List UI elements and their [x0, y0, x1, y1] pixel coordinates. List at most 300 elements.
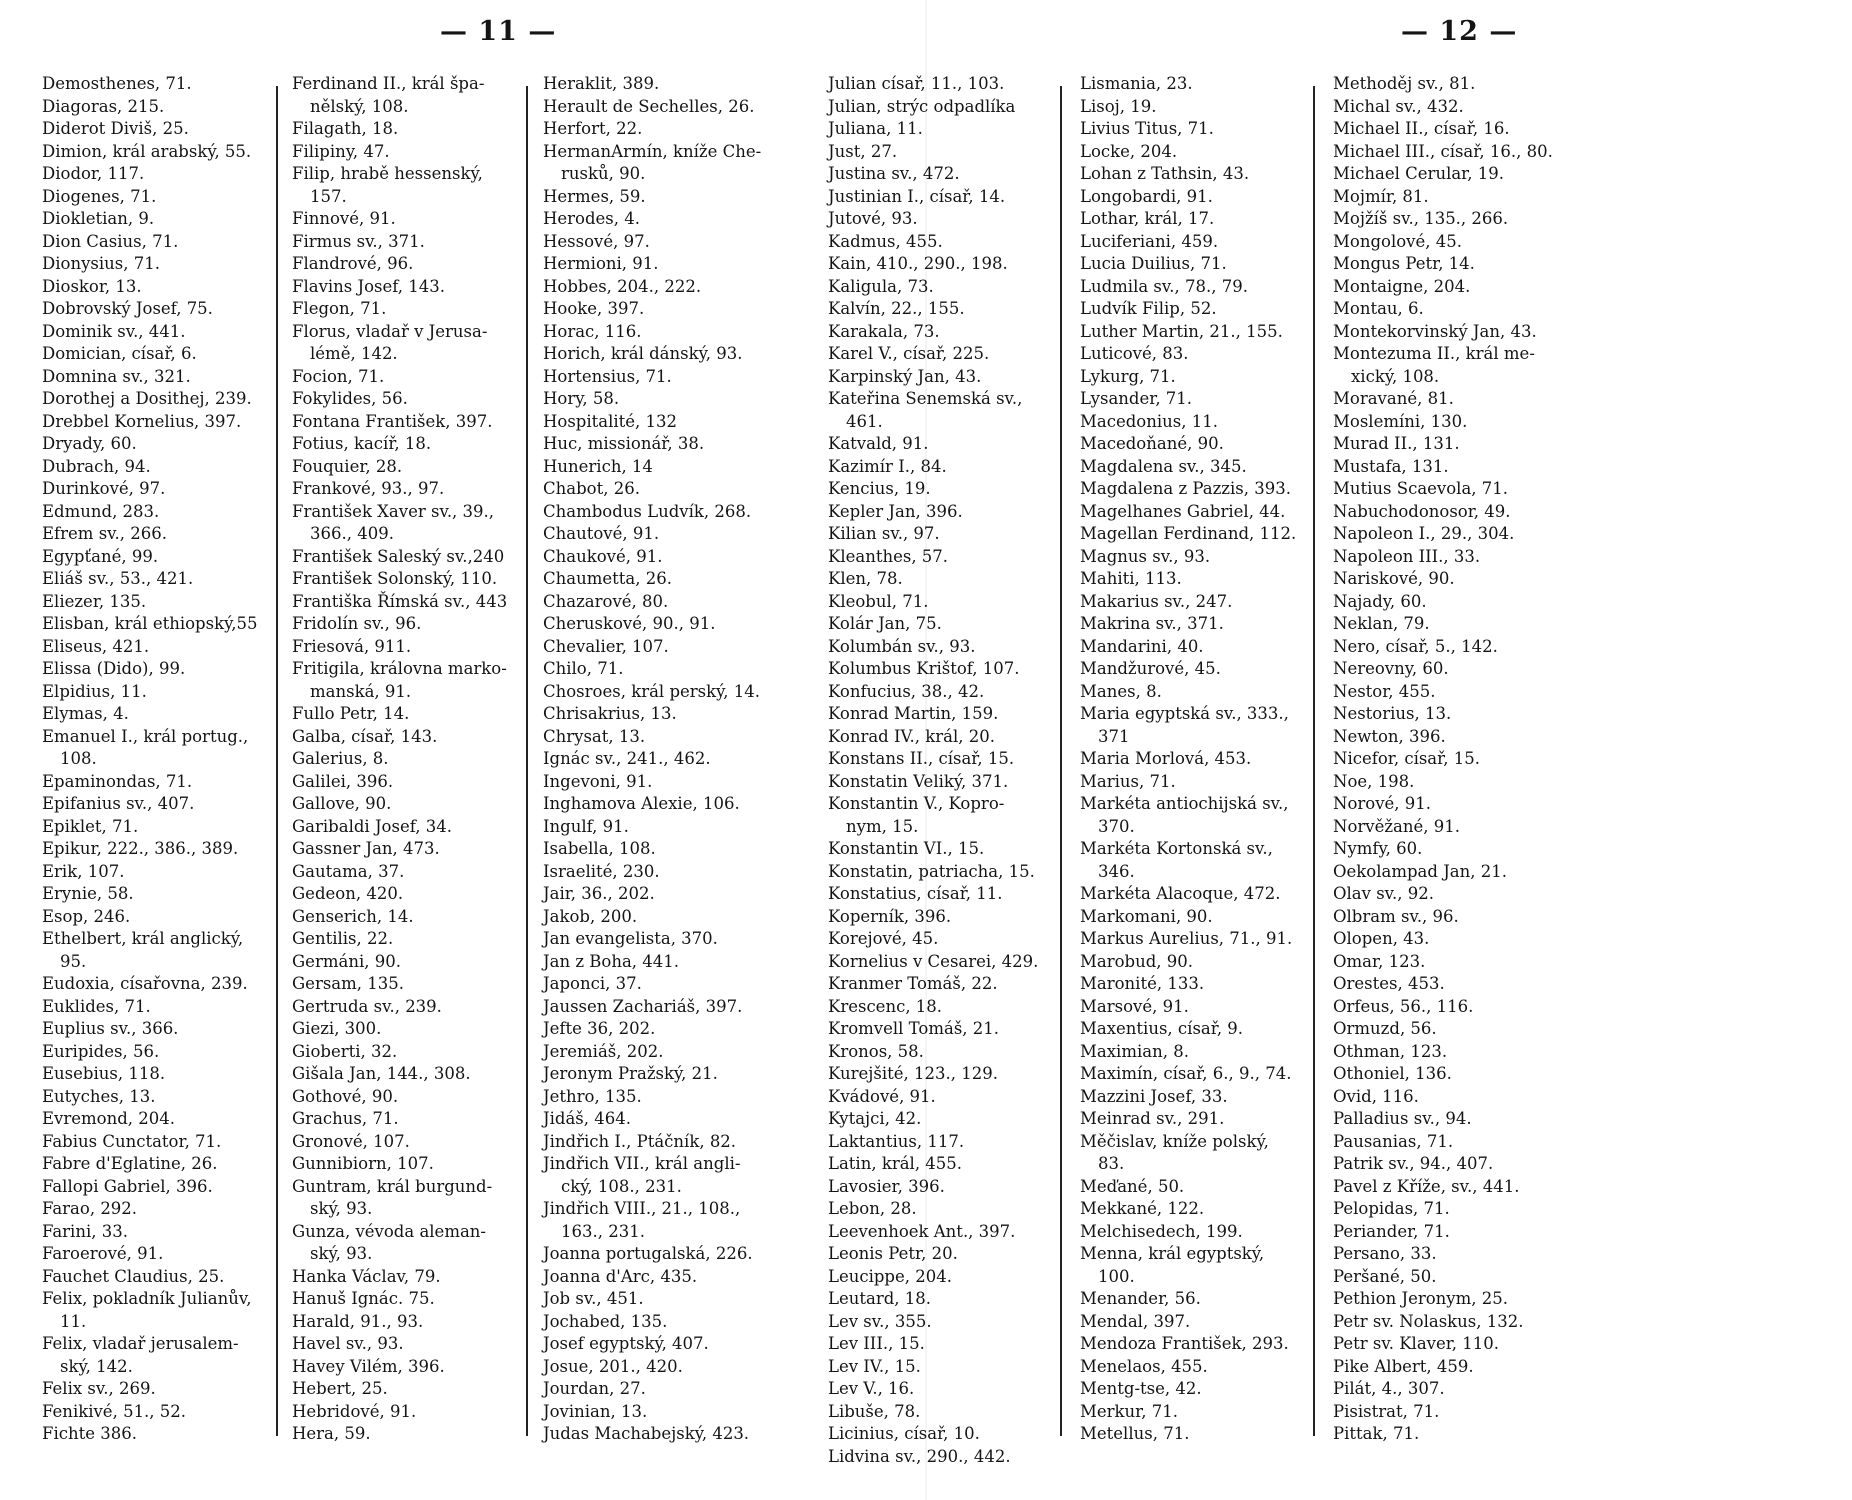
index-entry: Jeremiáš, 202. [543, 1041, 664, 1061]
index-entry: Eliezer, 135. [42, 591, 147, 611]
index-entry: Nero, císař, 5., 142. [1333, 636, 1498, 656]
entry-continuation: xický, 108. [1351, 366, 1440, 386]
index-entry: Hebert, 25. [292, 1379, 388, 1398]
index-entry: Gišala Jan, 144., 308. [292, 1064, 471, 1083]
index-entry [292, 658, 572, 703]
index-entry: Horac, 116. [543, 321, 642, 341]
column-rule [526, 86, 528, 1436]
index-entry: Hessové, 97. [543, 231, 650, 251]
index-entry: Montau, 6. [1333, 299, 1424, 318]
index-entry: Gronové, 107. [292, 1131, 410, 1151]
index-entry: Jourdan, 27. [543, 1379, 646, 1398]
index-entry: Havel sv., 93. [292, 1334, 404, 1353]
index-entry: Kepler Jan, 396. [828, 501, 963, 521]
index-entry: Hanuš Ignác. 75. [292, 1289, 435, 1308]
index-entry [828, 388, 1108, 433]
index-entry: Magelhanes Gabriel, 44. [1080, 501, 1286, 521]
index-entry: Leonis Petr, 20. [828, 1244, 958, 1263]
index-entry: Egypťané, 99. [42, 546, 159, 566]
index-entry: Kurejšité, 123., 129. [828, 1064, 998, 1083]
entry-continuation: 11. [60, 1311, 87, 1331]
index-entry: Dion Casius, 71. [42, 231, 179, 251]
index-entry [292, 1221, 572, 1266]
index-entry: Mustafa, 131. [1333, 456, 1449, 476]
entry-continuation: 346. [1098, 861, 1135, 881]
index-entry: Filipiny, 47. [292, 141, 390, 161]
index-entry: Michael Cerular, 19. [1333, 164, 1504, 183]
entry-continuation: nym, 15. [846, 816, 919, 836]
index-entry: Meďané, 50. [1080, 1176, 1185, 1196]
entry-text: Měčislav, kníže polský, [1080, 1131, 1269, 1151]
index-entry: Olbram sv., 96. [1333, 906, 1459, 926]
index-entry: Flandrové, 96. [292, 254, 414, 273]
index-entry: Demosthenes, 71. [42, 74, 192, 93]
index-entry: Lothar, král, 17. [1080, 209, 1215, 228]
index-entry: Eliáš sv., 53., 421. [42, 569, 194, 588]
index-entry [543, 1198, 823, 1243]
entry-text: František Xaver sv., 39., [292, 501, 495, 521]
index-entry: Melchisedech, 199. [1080, 1221, 1243, 1241]
index-entry: Kaligula, 73. [828, 276, 934, 296]
index-entry: Chazarové, 80. [543, 591, 669, 611]
index-entry: Garibaldi Josef, 34. [292, 816, 452, 836]
entry-text: Filip, hrabě hessenský, [292, 164, 483, 183]
index-entry: Moslemíni, 130. [1333, 411, 1468, 431]
index-entry: Judas Machabejský, 423. [543, 1424, 750, 1443]
index-entry: Gentilis, 22. [292, 929, 394, 948]
index-entry: Locke, 204. [1080, 141, 1178, 161]
index-entry: Chosroes, král perský, 14. [543, 681, 760, 701]
index-entry: Lisoj, 19. [1080, 96, 1157, 116]
index-entry: Jair, 36., 202. [543, 884, 655, 903]
index-entry: Markéta Alacoque, 472. [1080, 884, 1281, 903]
entry-text: Markéta Kortonská sv., [1080, 839, 1273, 858]
index-entry: Konstatin Veliký, 371. [828, 771, 1009, 791]
index-entry: Metellus, 71. [1080, 1424, 1190, 1443]
index-entry: Oekolampad Jan, 21. [1333, 861, 1507, 881]
index-entry: Lysander, 71. [1080, 389, 1193, 408]
index-entry: Durinkové, 97. [42, 479, 166, 498]
index-entry: Erynie, 58. [42, 884, 134, 903]
index-entry: Marsové, 91. [1080, 996, 1189, 1016]
index-entry: Ignác sv., 241., 462. [543, 749, 711, 768]
entry-continuation: 108. [60, 749, 97, 768]
index-entry: Gertruda sv., 239. [292, 996, 442, 1016]
index-entry: Noe, 198. [1333, 771, 1415, 791]
index-entry: Mendal, 397. [1080, 1311, 1191, 1331]
index-entry: Chaukové, 91. [543, 546, 663, 566]
entry-text: Menna, král egyptský, [1080, 1244, 1265, 1263]
index-entry: Mandarini, 40. [1080, 636, 1204, 656]
index-entry: Dimion, král arabský, 55. [42, 141, 252, 161]
index-entry: Ludvík Filip, 52. [1080, 299, 1217, 318]
index-entry: Job sv., 451. [543, 1289, 644, 1308]
index-entry [292, 73, 572, 118]
index-entry: Diokletian, 9. [42, 209, 155, 228]
entry-text: Gunza, vévoda aleman- [292, 1221, 487, 1241]
entry-text: Felix, vladař jerusalem- [42, 1334, 239, 1353]
index-entry: Orfeus, 56., 116. [1333, 996, 1474, 1016]
index-entry: Havey Vilém, 396. [292, 1356, 445, 1376]
entry-continuation: 95. [60, 951, 87, 971]
index-entry: Herault de Sechelles, 26. [543, 96, 755, 116]
index-entry: Chambodus Ludvík, 268. [543, 501, 752, 521]
index-entry: Krescenc, 18. [828, 996, 943, 1016]
index-entry [828, 793, 1108, 838]
index-entry: Moravané, 81. [1333, 389, 1454, 408]
index-entry: Gothové, 90. [292, 1086, 399, 1106]
index-entry: Gautama, 37. [292, 861, 405, 881]
entry-text: Guntram, král burgund- [292, 1176, 493, 1196]
index-entry: Neklan, 79. [1333, 614, 1430, 633]
entry-text: Emanuel I., král portug., [42, 726, 249, 746]
index-entry: Fontana František, 397. [292, 411, 493, 431]
index-entry: Galba, císař, 143. [292, 726, 438, 746]
index-entry: Makrina sv., 371. [1080, 614, 1224, 633]
index-entry: Herfort, 22. [543, 119, 643, 138]
index-entry: Fallopi Gabriel, 396. [42, 1176, 213, 1196]
index-entry: Huc, missionář, 38. [543, 434, 705, 453]
index-entry: Magdalena sv., 345. [1080, 456, 1247, 476]
index-entry: Najady, 60. [1333, 591, 1427, 611]
index-entry: Lohan z Tathsin, 43. [1080, 164, 1250, 183]
index-entry: Pethion Jeronym, 25. [1333, 1289, 1508, 1308]
index-entry: Horich, král dánský, 93. [543, 344, 743, 363]
index-entry: Maronité, 133. [1080, 974, 1205, 993]
index-entry: Katvald, 91. [828, 434, 929, 453]
entry-text: Markéta antiochijská sv., [1080, 794, 1289, 813]
index-entry: Mekkané, 122. [1080, 1199, 1205, 1218]
entry-text: Ethelbert, král anglický, [42, 929, 244, 948]
entry-text: Kateřina Senemská sv., [828, 389, 1023, 408]
index-entry: Diodor, 117. [42, 164, 145, 183]
index-entry: František Saleský sv.,240 [292, 546, 505, 566]
index-entry: Jutové, 93. [828, 209, 918, 228]
index-entry: Manes, 8. [1080, 681, 1162, 701]
index-entry: Chilo, 71. [543, 659, 624, 678]
index-entry: Koperník, 396. [828, 906, 952, 926]
index-entry: Grachus, 71. [292, 1109, 399, 1128]
page-number: — 12 — [1401, 16, 1518, 47]
entry-text: Montezuma II., král me- [1333, 344, 1535, 363]
index-entry: Joanna d'Arc, 435. [543, 1266, 698, 1286]
entry-continuation: lémě, 142. [310, 344, 398, 363]
entry-continuation: ský, 142. [60, 1356, 133, 1376]
index-entry: Julian císař, 11., 103. [828, 74, 1005, 93]
index-entry: Jidáš, 464. [543, 1109, 631, 1128]
column-rule [1313, 86, 1315, 1436]
index-entry: Michal sv., 432. [1333, 96, 1464, 116]
index-entry: Jindřich I., Ptáčník, 82. [543, 1131, 737, 1151]
index-entry: Karpinský Jan, 43. [828, 366, 982, 386]
index-entry: Dioskor, 13. [42, 276, 142, 296]
index-column [42, 73, 322, 1446]
index-entry: Fotius, kacíř, 18. [292, 434, 432, 453]
entry-text: Ferdinand II., král špa- [292, 74, 485, 93]
index-entry: Mutius Scaevola, 71. [1333, 479, 1509, 498]
index-entry: Jethro, 135. [543, 1086, 642, 1106]
index-entry: Euripides, 56. [42, 1041, 160, 1061]
index-entry: Nicefor, císař, 15. [1333, 749, 1480, 768]
index-entry: Kleanthes, 57. [828, 546, 949, 566]
index-entry: Inghamova Alexie, 106. [543, 794, 740, 813]
index-entry: Nabuchodonosor, 49. [1333, 501, 1511, 521]
index-entry [1080, 838, 1360, 883]
entry-continuation: 100. [1098, 1266, 1135, 1286]
index-entry: Marius, 71. [1080, 771, 1176, 791]
entry-continuation: 366., 409. [310, 524, 394, 543]
index-entry: Michael III., císař, 16., 80. [1333, 141, 1553, 161]
index-entry: Klen, 78. [828, 569, 903, 588]
index-entry: Epikur, 222., 386., 389. [42, 839, 239, 858]
index-entry: Pelopidas, 71. [1333, 1199, 1450, 1218]
index-entry: Norvěžané, 91. [1333, 816, 1460, 836]
index-entry: Persano, 33. [1333, 1244, 1437, 1263]
index-entry: Konstatius, císař, 11. [828, 884, 1003, 903]
entry-text: Felix, pokladník Julianův, [42, 1289, 252, 1308]
index-entry: Fenikivé, 51., 52. [42, 1401, 187, 1421]
index-entry: Murad II., 131. [1333, 434, 1460, 453]
index-entry [42, 1333, 322, 1378]
index-entry: Mazzini Josef, 33. [1080, 1086, 1228, 1106]
index-entry: Macedonius, 11. [1080, 411, 1218, 431]
index-entry: Pavel z Kříže, sv., 441. [1333, 1176, 1520, 1196]
index-entry [42, 726, 322, 771]
index-entry: Mandžurové, 45. [1080, 659, 1221, 678]
entry-continuation: ský, 93. [310, 1199, 373, 1218]
index-entry: Diderot Diviš, 25. [42, 119, 189, 138]
index-entry: Livius Titus, 71. [1080, 119, 1214, 138]
index-entry: Justinian I., císař, 14. [828, 186, 1006, 206]
index-entry: Galerius, 8. [292, 749, 389, 768]
index-entry: Marobud, 90. [1080, 951, 1194, 971]
index-entry: Cheruskové, 90., 91. [543, 614, 716, 633]
index-entry: Farao, 292. [42, 1199, 138, 1218]
index-entry: Macedoňané, 90. [1080, 434, 1224, 453]
index-entry [1080, 1131, 1360, 1176]
index-entry: Elisban, král ethiopský,55 [42, 614, 258, 633]
index-entry: Galilei, 396. [292, 771, 394, 791]
index-entry: Kleobul, 71. [828, 591, 929, 611]
index-entry: Luther Martin, 21., 155. [1080, 321, 1283, 341]
index-entry: Ingevoni, 91. [543, 771, 653, 791]
column-rule [1060, 86, 1062, 1436]
index-entry: Japonci, 37. [543, 974, 642, 993]
index-entry: František Solonský, 110. [292, 569, 498, 588]
index-entry: Gersam, 135. [292, 974, 405, 993]
index-entry: Lavosier, 396. [828, 1176, 945, 1196]
index-entry: Magellan Ferdinand, 112. [1080, 524, 1297, 543]
index-entry: Gallove, 90. [292, 794, 392, 813]
index-entry: Kalvín, 22., 155. [828, 299, 965, 318]
index-entry: Mojžíš sv., 135., 266. [1333, 209, 1509, 228]
index-entry: Giezi, 300. [292, 1019, 382, 1038]
index-entry: Montaigne, 204. [1333, 276, 1471, 296]
index-entry: Harald, 91., 93. [292, 1311, 424, 1331]
index-entry: Kronos, 58. [828, 1041, 924, 1061]
index-entry: Maximian, 8. [1080, 1041, 1189, 1061]
index-entry: Lev IV., 15. [828, 1356, 921, 1376]
index-entry: Kolumbán sv., 93. [828, 636, 976, 656]
entry-text: Konstantin V., Kopro- [828, 794, 1005, 813]
index-entry: Jan z Boha, 441. [543, 951, 680, 971]
index-entry: Esop, 246. [42, 906, 131, 926]
index-entry: Lykurg, 71. [1080, 366, 1176, 386]
index-entry: Konstans II., císař, 15. [828, 749, 1015, 768]
index-entry: Kornelius v Cesarei, 429. [828, 951, 1039, 971]
index-column [543, 73, 823, 1446]
index-entry: Dominik sv., 441. [42, 321, 186, 341]
index-entry: Patrik sv., 94., 407. [1333, 1154, 1494, 1173]
index-entry: Kencius, 19. [828, 479, 931, 498]
index-entry: Erik, 107. [42, 861, 125, 881]
index-entry: Othman, 123. [1333, 1041, 1448, 1061]
index-entry: Genserich, 14. [292, 906, 414, 926]
index-entry: Hory, 58. [543, 389, 620, 408]
entry-text: Jindřich VIII., 21., 108., [543, 1199, 741, 1218]
index-entry: Makarius sv., 247. [1080, 591, 1233, 611]
index-entry [42, 928, 322, 973]
index-entry: Felix sv., 269. [42, 1379, 156, 1398]
index-entry: Eliseus, 421. [42, 636, 150, 656]
index-entry: Efrem sv., 266. [42, 524, 167, 543]
entry-continuation: manská, 91. [310, 681, 412, 701]
index-entry: Jefte 36, 202. [543, 1019, 656, 1038]
index-entry: Edmund, 283. [42, 501, 160, 521]
index-entry [1080, 1243, 1360, 1288]
index-entry: Dubrach, 94. [42, 456, 151, 476]
index-entry: Kvádové, 91. [828, 1086, 936, 1106]
index-entry: Chaumetta, 26. [543, 569, 672, 588]
index-entry: Omar, 123. [1333, 951, 1426, 971]
index-entry: Kolumbus Krištof, 107. [828, 659, 1020, 678]
index-entry: Mentg-tse, 42. [1080, 1379, 1202, 1398]
index-entry: Hermes, 59. [543, 186, 646, 206]
index-entry: Justina sv., 472. [828, 164, 960, 183]
index-entry: Fabre d'Eglatine, 26. [42, 1154, 218, 1173]
index-entry: Mendoza František, 293. [1080, 1334, 1289, 1353]
index-entry: Karel V., císař, 225. [828, 344, 990, 363]
index-entry: Hera, 59. [292, 1424, 371, 1443]
index-entry: Hooke, 397. [543, 299, 645, 318]
index-entry: Magnus sv., 93. [1080, 546, 1211, 566]
index-entry: Epiklet, 71. [42, 816, 139, 836]
index-entry: Lidvina sv., 290., 442. [828, 1446, 1011, 1466]
index-entry: Pike Albert, 459. [1333, 1356, 1474, 1376]
index-entry: Merkur, 71. [1080, 1401, 1178, 1421]
entry-continuation: ský, 93. [310, 1244, 373, 1263]
index-entry: Gunnibiorn, 107. [292, 1154, 434, 1173]
index-entry: Nariskové, 90. [1333, 569, 1455, 588]
entry-text: HermanArmín, kníže Che- [543, 141, 762, 161]
index-entry: Norové, 91. [1333, 794, 1432, 813]
index-entry: Františka Římská sv., 443 [292, 591, 508, 611]
index-entry: Markus Aurelius, 71., 91. [1080, 929, 1293, 948]
index-entry [292, 1176, 572, 1221]
index-entry: Lev sv., 355. [828, 1311, 932, 1331]
index-entry: Leucippe, 204. [828, 1266, 952, 1286]
index-entry: Maximín, císař, 6., 9., 74. [1080, 1064, 1292, 1083]
index-entry: Petr sv. Nolaskus, 132. [1333, 1311, 1524, 1331]
index-entry: Nestor, 455. [1333, 681, 1436, 701]
index-entry: Konstatin, patriacha, 15. [828, 861, 1035, 881]
index-entry: Hanka Václav, 79. [292, 1266, 441, 1286]
index-entry: Ludmila sv., 78., 79. [1080, 276, 1248, 296]
index-entry: Mojmír, 81. [1333, 186, 1429, 206]
index-entry: Latin, král, 455. [828, 1154, 963, 1173]
entry-text: Jindřich VII., král angli- [543, 1154, 741, 1173]
index-entry: Licinius, císař, 10. [828, 1424, 980, 1443]
entry-continuation: 371 [1098, 726, 1130, 746]
index-entry: Lev III., 15. [828, 1334, 925, 1353]
index-entry: Faroerové, 91. [42, 1244, 164, 1263]
index-entry: Kadmus, 455. [828, 231, 943, 251]
index-entry: Fichte 386. [42, 1424, 137, 1443]
index-entry: Kytajci, 42. [828, 1109, 922, 1128]
index-entry: Kromvell Tomáš, 21. [828, 1019, 1000, 1038]
index-entry: Palladius sv., 94. [1333, 1109, 1472, 1128]
entry-continuation: 461. [846, 411, 883, 431]
index-entry: Josef egyptský, 407. [543, 1334, 709, 1353]
index-entry: Eutyches, 13. [42, 1086, 156, 1106]
index-entry: Periander, 71. [1333, 1221, 1450, 1241]
index-entry: Jovinian, 13. [543, 1401, 648, 1421]
index-entry: Markomani, 90. [1080, 906, 1213, 926]
index-entry: Hunerich, 14 [543, 456, 653, 476]
index-entry: Pausanias, 71. [1333, 1131, 1454, 1151]
index-entry: Jakob, 200. [543, 906, 638, 926]
index-entry: Menander, 56. [1080, 1289, 1201, 1308]
index-entry: Kilian sv., 97. [828, 524, 940, 543]
index-entry: Germáni, 90. [292, 951, 401, 971]
entry-continuation: 83. [1098, 1154, 1125, 1173]
index-entry: Diagoras, 215. [42, 96, 165, 116]
index-entry: Mongolové, 45. [1333, 231, 1462, 251]
index-entry: Maria Morlová, 453. [1080, 749, 1252, 768]
index-entry: Diogenes, 71. [42, 186, 157, 206]
index-entry: Jochabed, 135. [543, 1311, 668, 1331]
index-entry: Fullo Petr, 14. [292, 704, 410, 723]
index-column [1080, 73, 1360, 1446]
index-entry: Gedeon, 420. [292, 884, 404, 903]
index-entry: Leevenhoek Ant., 397. [828, 1221, 1016, 1241]
index-entry: Dryady, 60. [42, 434, 137, 453]
index-entry: Othoniel, 136. [1333, 1064, 1452, 1083]
index-entry [1080, 793, 1360, 838]
index-entry: Fridolín sv., 96. [292, 614, 422, 633]
index-entry: Evremond, 204. [42, 1109, 176, 1128]
index-entry [543, 1153, 823, 1198]
index-entry: Epaminondas, 71. [42, 771, 193, 791]
entry-continuation: cký, 108., 231. [561, 1176, 682, 1196]
index-entry: Lev V., 16. [828, 1379, 915, 1398]
index-entry: Fabius Cunctator, 71. [42, 1131, 222, 1151]
index-entry: Gassner Jan, 473. [292, 839, 440, 858]
index-entry: Maxentius, císař, 9. [1080, 1019, 1244, 1038]
index-entry: Elissa (Dido), 99. [42, 659, 186, 678]
index-entry: Luticové, 83. [1080, 344, 1189, 363]
index-entry: Napoleon III., 33. [1333, 546, 1481, 566]
index-entry: Just, 27. [828, 141, 898, 161]
index-entry: Laktantius, 117. [828, 1131, 965, 1151]
index-entry: Ovid, 116. [1333, 1086, 1419, 1106]
index-entry: Nymfy, 60. [1333, 839, 1423, 858]
index-entry: Ormuzd, 56. [1333, 1019, 1437, 1038]
index-entry: Konfucius, 38., 42. [828, 681, 985, 701]
index-column [292, 73, 572, 1446]
index-entry: Josue, 201., 420. [543, 1356, 683, 1376]
index-entry: Korejové, 45. [828, 929, 939, 948]
